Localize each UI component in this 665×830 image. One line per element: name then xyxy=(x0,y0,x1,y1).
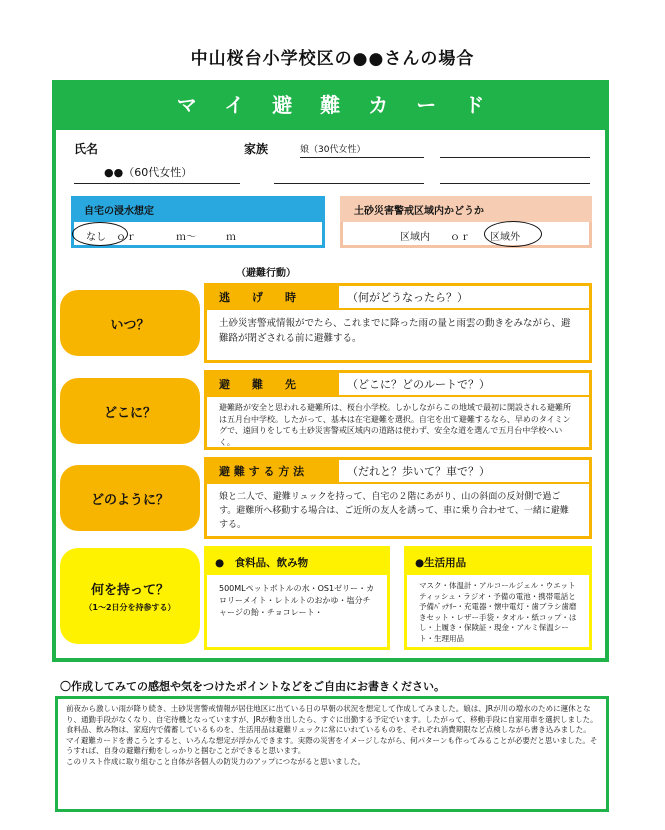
prompt-when: （何がどうなったら？） xyxy=(347,291,468,304)
prompt-where: （どこに？どのルートで？） xyxy=(347,378,490,391)
bring-question-text: 何を持って？ xyxy=(90,583,169,598)
page-title: 中山桜台小学校区の●●さんの場合 xyxy=(190,49,475,69)
family-line-2 xyxy=(440,157,590,158)
key-when: 逃 げ 時 xyxy=(207,286,339,308)
answer-where: 避難路が安全と思われる避難所は、桜台小学校。しかしながらこの地域で最初に開設される避難所は五月台中学校。したがって、基本は在宅避難を選択。自宅を出て避難するなら、早めのタイミングで、遠回りをしても土砂災害警戒区域内の道路は使わず、安全な道を選んで五月台中学校へいく。 xyxy=(219,403,571,447)
goods-header: ●生活用品 xyxy=(407,549,589,575)
prompt-how: （だれと？歩いて？車で？） xyxy=(347,465,490,478)
flood-selection-circle xyxy=(72,222,128,246)
question-bring xyxy=(60,548,200,644)
landslide-title: 土砂災害警戒区域内かどうか xyxy=(354,206,484,217)
name-line xyxy=(74,183,240,184)
goods-body: マスク・体温計・アルコールジェル・ウエットティッシュ・ラジオ・予備の電池・携帯電話と予備ﾊﾞｯﾃﾘｰ・充電器・懐中電灯・歯ブラシ歯磨きセット・レザー手袋・タオル・紙コップ・はし・上履き・保険証・現金・アルミ保温シート・生理用品 xyxy=(419,581,577,643)
key-where: 避 難 先 xyxy=(207,373,339,395)
name-label: 氏名 xyxy=(74,142,99,156)
answer-box-where xyxy=(204,370,592,450)
family-line-1 xyxy=(300,157,424,158)
flood-options: なし ｏｒ ｍ～ ｍ xyxy=(86,232,236,243)
answer-when: 土砂災害警戒情報がでたら、これまでに降った雨の量と雨雲の動きをみながら、避難路が閉ざされる前に避難する。 xyxy=(219,318,571,344)
name-value: ●●（60代女性） xyxy=(104,166,193,179)
food-body: 500MLペットボトルの水・OS1ゼリー・カロリーメイト・レトルトのおかゆ・塩分チャージの飴・チョコレート・ xyxy=(219,584,375,617)
flood-title: 自宅の浸水想定 xyxy=(84,206,154,217)
goods-box xyxy=(404,546,592,650)
bring-note: （1～2日分を持参する） xyxy=(84,603,176,612)
family-line-3 xyxy=(274,183,424,184)
family-value: 娘（30代女性） xyxy=(300,145,366,155)
landslide-selection-circle xyxy=(484,221,542,247)
impressions-label: 〇作成してみての感想や気をつけたポイントなどをご自由にお書きください。 xyxy=(60,680,445,693)
card-banner: マイ避難カード xyxy=(52,80,609,130)
answer-box-when xyxy=(204,283,592,363)
food-header: ● 食料品、飲み物 xyxy=(207,549,387,575)
question-how: どのように？ xyxy=(60,465,200,531)
family-label: 家族 xyxy=(244,142,269,156)
landslide-options: 区域内 ｏｒ 区域外 xyxy=(400,232,520,243)
question-where: どこに？ xyxy=(60,378,200,444)
key-how: 避 難 す る 方 法 xyxy=(207,460,339,482)
answer-how: 娘と二人で、避難リュックを持って、自宅の２階にあがり、山の斜面の反対側で過ごす。避難所へ移動する場合は、ご近所の友人を誘って、車に乗り合わせて、一緒に避難する。 xyxy=(219,492,569,530)
question-when: いつ？ xyxy=(60,290,200,356)
food-box xyxy=(204,546,390,650)
answer-box-how xyxy=(204,457,592,539)
actions-label: （避難行動） xyxy=(236,268,296,279)
impressions-text: 前夜から激しい雨が降り続き、土砂災害警戒情報が居住地区に出ている日の早朝の状況を想定して作成してみました。娘は、JRが川の増水のために運休となり、通勤手段がなくなり、自宅待機となっていますが、JRが動き出したら、すぐに出勤する予定でいます。したがって、移動手段に自家用車を選択しました。 食料品、飲み物は、家庭内で備蓄しているものを、生活用品は避難リュックに常にいれているものを、それぞれ消費期限など点検しながら書き込みました。 マイ避難カードを書こうとすると、いろんな想定が浮かんできます。実際の災害をイメージしながら、何パターンも作ってみることが必要だと思いました。そうすれば、自身の避難行動をしっかりと掴むことができると思います。 このリスト作成に取り組むこと自体が各個人の防災力のアップにつながると思いました。 xyxy=(66,704,598,766)
family-line-4 xyxy=(440,183,590,184)
